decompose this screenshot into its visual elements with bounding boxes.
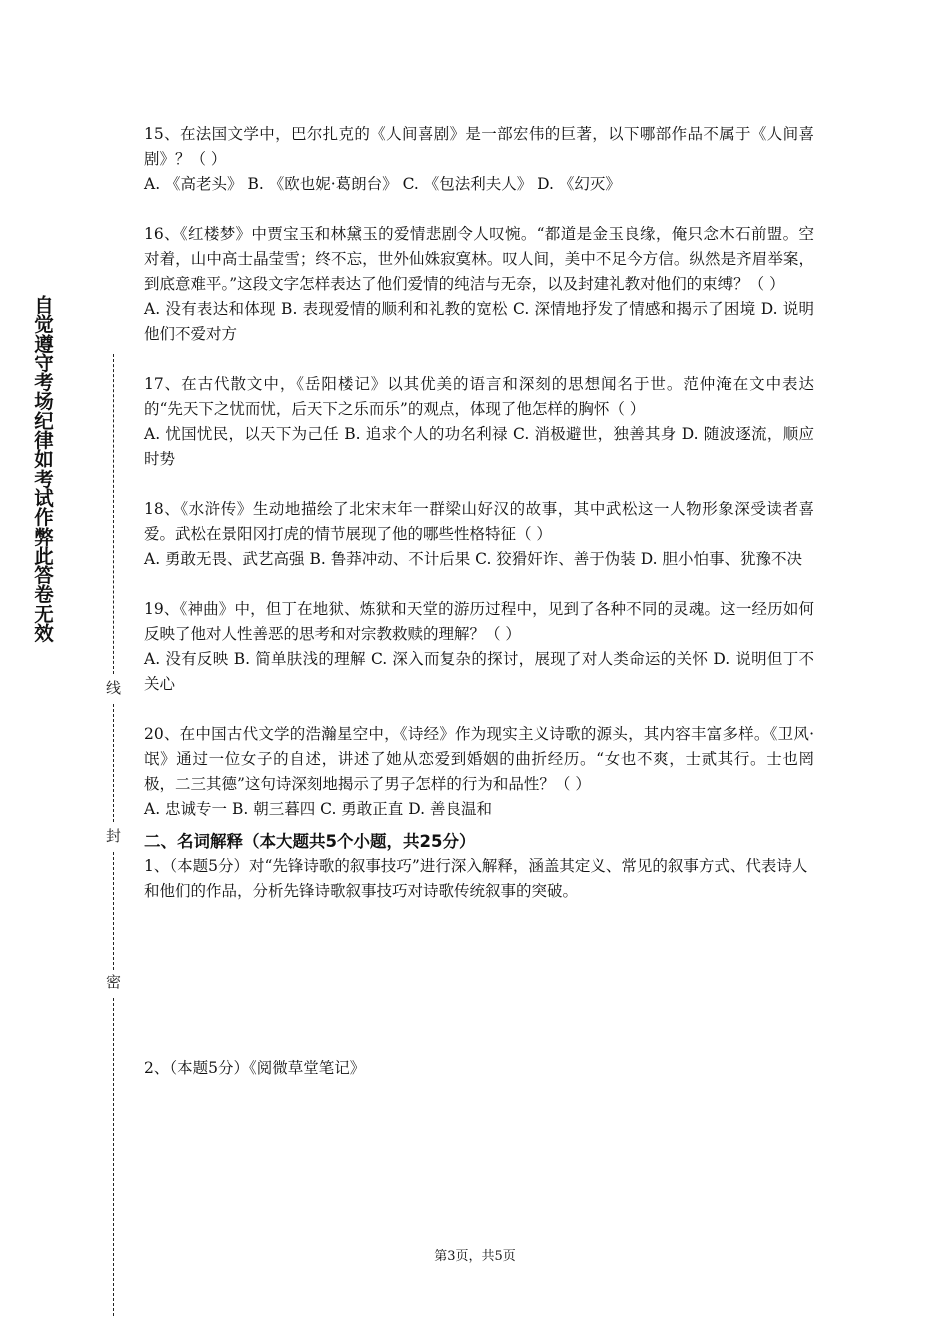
- binding-dashed-line-2: [113, 704, 114, 822]
- question-options: A. 忠诚专一 B. 朝三暮四 C. 勇敢正直 D. 善良温和: [144, 800, 492, 818]
- question-20: [144, 722, 814, 822]
- question-stem: 20、在中国古代文学的浩瀚星空中，《诗经》作为现实主义诗歌的源头，其内容丰富多样。《卫风·氓》通过一位女子的自述，讲述了她从恋爱到婚姻的曲折经历。“女也不爽，士贰其行。士也罔极，二三其德”这句诗深刻地揭示了男子怎样的行为和品性？（ ）: [144, 725, 814, 793]
- question-stem: 16、《红楼梦》中贾宝玉和林黛玉的爱情悲剧令人叹惋。“都道是金玉良缘，俺只念木石前盟。空对着，山中高士晶莹雪；终不忘，世外仙姝寂寞林。叹人间，美中不足今方信。纵然是齐眉举案，到底意难平。”这段文字怎样表达了他们爱情的纯洁与无奈，以及封建礼教对他们的束缚？（ ）: [144, 225, 814, 293]
- page-number-footer: 第3页，共5页: [434, 1249, 516, 1264]
- question-options: A. 勇敢无畏、武艺高强 B. 鲁莽冲动、不计后果 C. 狡猾奸诈、善于伪装 D. 胆小怕事、犹豫不决: [144, 550, 802, 568]
- question-stem: 18、《水浒传》生动地描绘了北宋末年一群梁山好汉的故事，其中武松这一人物形象深受读者喜爱。武松在景阳冈打虎的情节展现了他的哪些性格特征（ ）: [144, 500, 814, 543]
- seal-label-secret: 密: [104, 974, 122, 989]
- question-19: [144, 597, 814, 697]
- question-options: A. 忧国忧民，以天下为己任 B. 追求个人的功名利禄 C. 消极避世，独善其身 D. 随波逐流，顺应时势: [144, 425, 814, 468]
- term-question-2: 2、（本题5分）《阅微草堂笔记》: [144, 1059, 366, 1077]
- question-stem: 15、在法国文学中，巴尔扎克的《人间喜剧》是一部宏伟的巨著，以下哪部作品不属于《人间喜剧》？（ ）: [144, 125, 814, 168]
- exam-discipline-warning: 自觉遵守考场纪律如考试作弊此答卷无效: [34, 294, 54, 646]
- binding-dashed-line-1: [113, 354, 114, 674]
- seal-label-seal: 封: [104, 828, 122, 843]
- question-15: [144, 122, 814, 197]
- binding-dashed-line-3: [113, 852, 114, 970]
- question-18: [144, 497, 814, 572]
- exam-content: [144, 122, 814, 1081]
- question-16: [144, 222, 814, 347]
- question-stem: 17、在古代散文中，《岳阳楼记》以其优美的语言和深刻的思想闻名于世。范仲淹在文中表达的“先天下之忧而忧，后天下之乐而乐”的观点，体现了他怎样的胸怀（ ）: [144, 375, 814, 418]
- question-options: A. 没有反映 B. 简单肤浅的理解 C. 深入而复杂的探讨，展现了对人类命运的关怀 D. 说明但丁不关心: [144, 650, 814, 693]
- question-options: A. 《高老头》 B. 《欧也妮·葛朗台》 C. 《包法利夫人》 D. 《幻灭》: [144, 175, 621, 193]
- term-question-1: 1、（本题5分）对“先锋诗歌的叙事技巧”进行深入解释，涵盖其定义、常见的叙事方式、代表诗人和他们的作品，分析先锋诗歌叙事技巧对诗歌传统叙事的突破。: [144, 857, 808, 900]
- question-17: [144, 372, 814, 472]
- question-stem: 19、《神曲》中，但丁在地狱、炼狱和天堂的游历过程中，见到了各种不同的灵魂。这一经历如何反映了他对人性善恶的思考和对宗教救赎的理解？（ ）: [144, 600, 814, 643]
- section-2-title: 二、名词解释（本大题共5个小题，共25分）: [144, 832, 476, 851]
- seal-label-line: 线: [104, 680, 122, 695]
- binding-dashed-line-4: [113, 998, 114, 1316]
- question-options: A. 没有表达和体现 B. 表现爱情的顺利和礼教的宽松 C. 深情地抒发了情感和揭示了困境 D. 说明他们不爱对方: [144, 300, 814, 343]
- answer-space: [144, 904, 814, 1056]
